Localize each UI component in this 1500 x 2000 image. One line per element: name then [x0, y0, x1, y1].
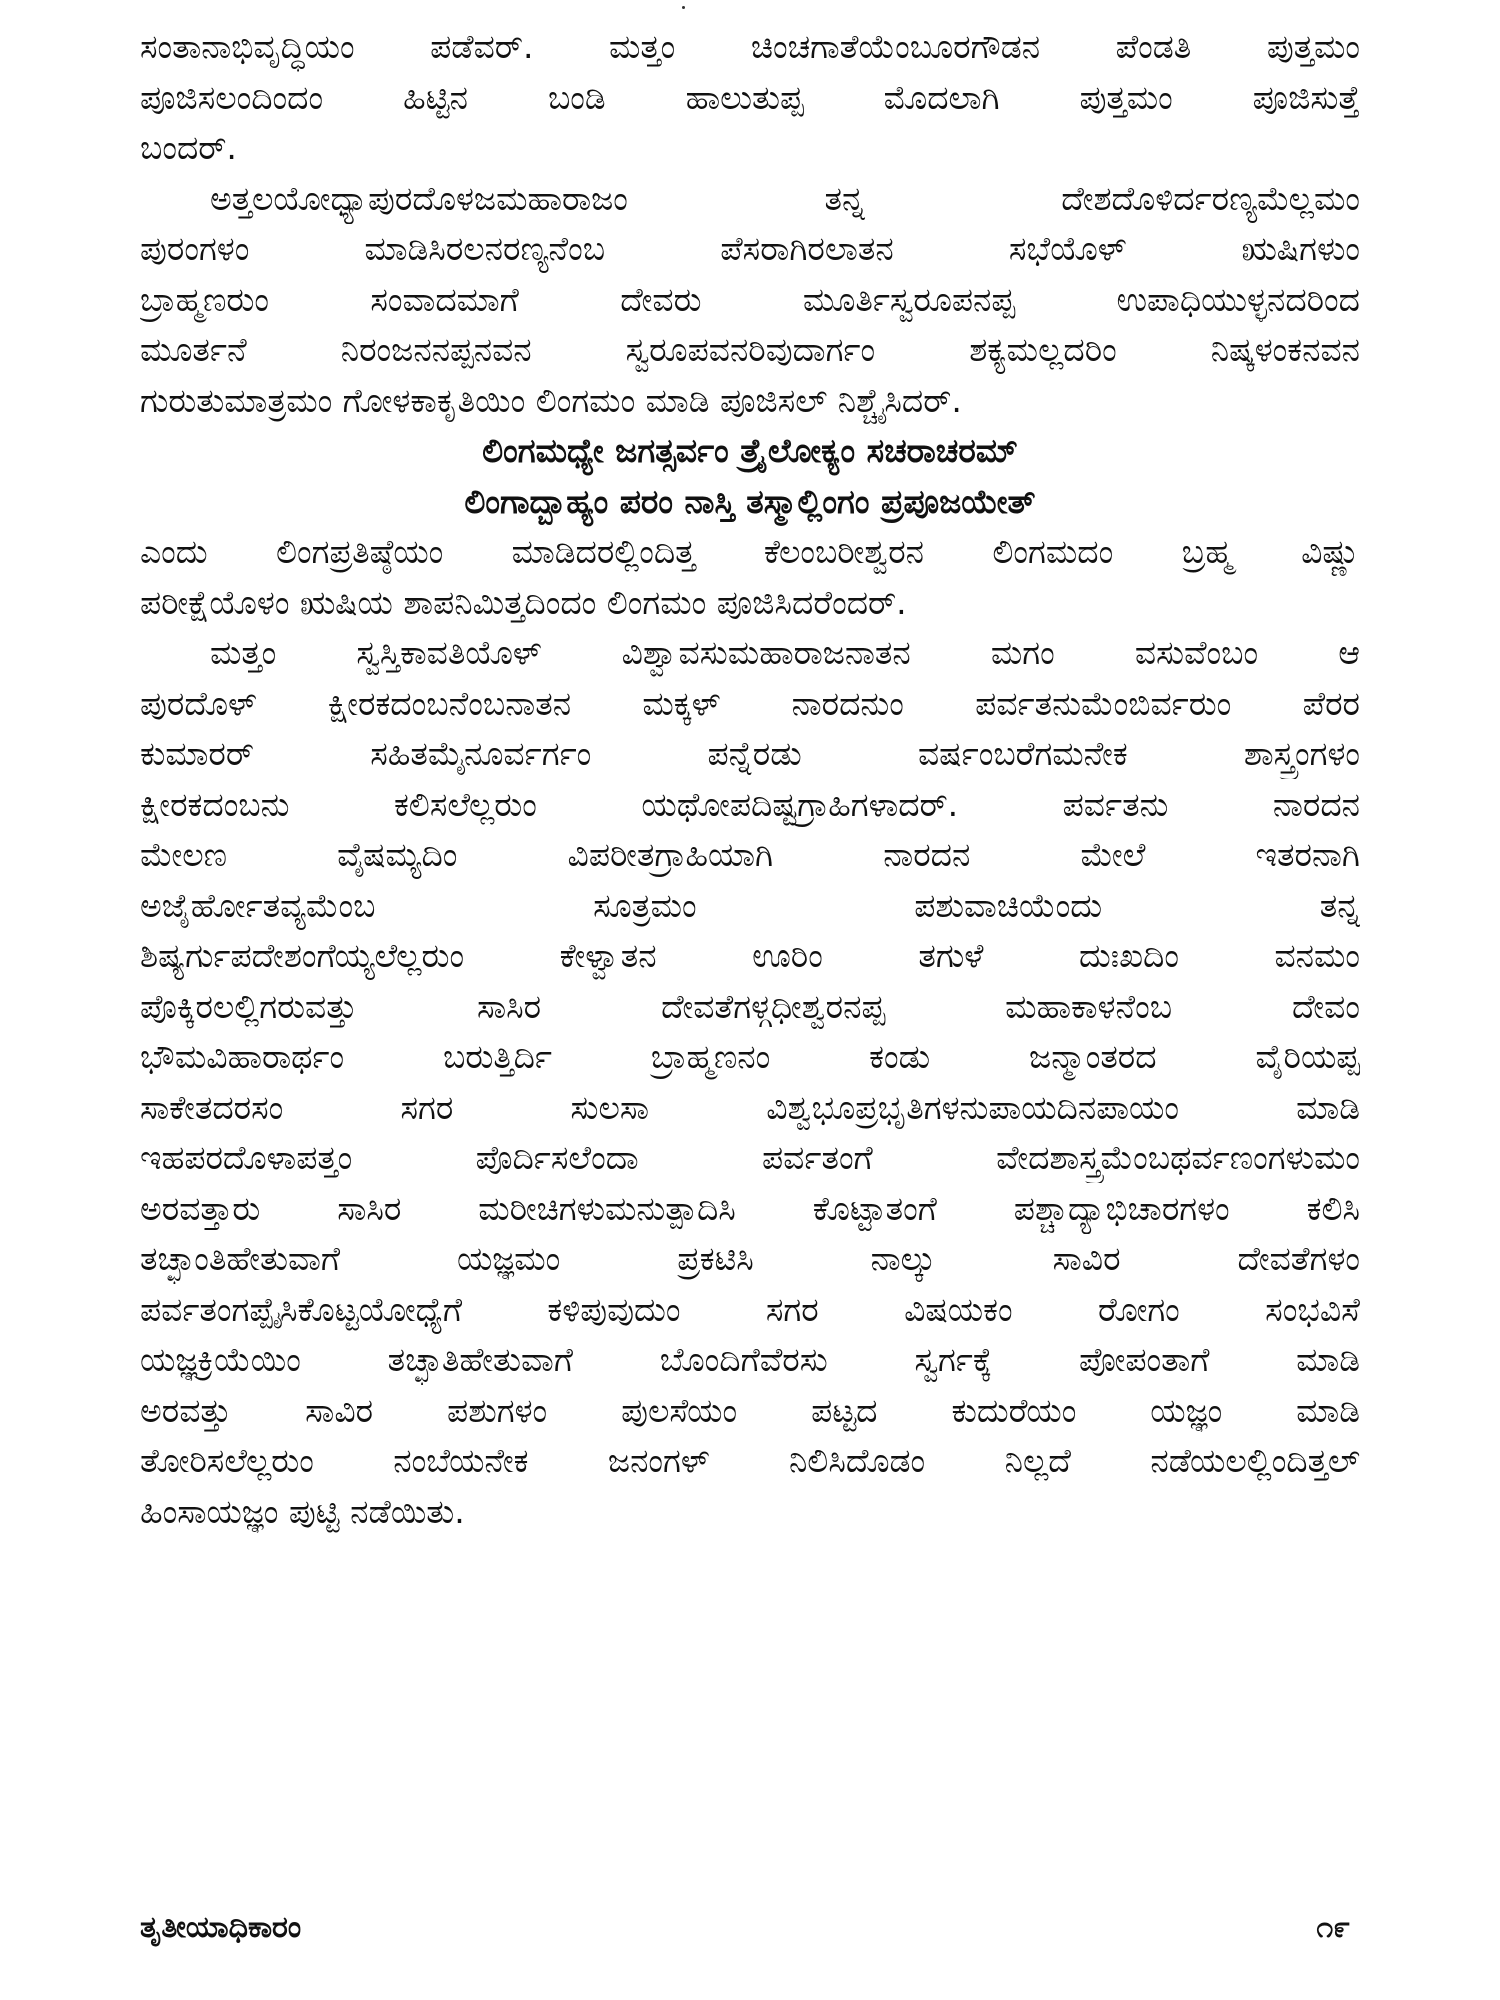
- paragraph-line: ಕುಮಾರರ್ ಸಹಿತಮೈನೂರ್ವರ್ಗಂ ಪನ್ನೆರಡು ವರ್ಷಂಬರೆಗಮನೇಕ ಶಾಸ್ತ್ರಂಗಳಂ: [140, 734, 1360, 773]
- paragraph-line: ತೋರಿಸಲೆಲ್ಲರುಂ ನಂಬೆಯನೇಕ ಜನಂಗಳ್ ನಿಲಿಸಿದೊಡಂ ನಿಲ್ಲದೆ ನಡೆಯಲಲ್ಲಿಂದಿತ್ತಲ್: [140, 1441, 1360, 1480]
- page-number: ೧೯: [1316, 1910, 1350, 1945]
- paragraph-line: ಪುರಂಗಳಂ ಮಾಡಿಸಿರಲನರಣ್ಯನೆಂಬ ಪೆಸರಾಗಿರಲಾತನ ಸಭೆಯೊಳ್ ಋಷಿಗಳುಂ: [140, 229, 1360, 268]
- verse-line: ಲಿಂಗಮಧ್ಯೇ ಜಗತ್ಸರ್ವಂ ತ್ರೈಲೋಕ್ಯಂ ಸಚರಾಚರಮ್: [482, 431, 1018, 470]
- paragraph-line: ಪೂಜಿಸಲಂದಿಂದಂ ಹಿಟ್ಟಿನ ಬಂಡಿ ಹಾಲುತುಪ್ಪ ಮೊದಲಾಗಿ ಪುತ್ತಮಂ ಪೂಜಿಸುತ್ತೆ: [140, 78, 1360, 117]
- paragraph-line: ಪುರದೊಳ್ ಕ್ಷೀರಕದಂಬನೆಂಬನಾತನ ಮಕ್ಕಳ್ ನಾರದನುಂ ಪರ್ವತನುಮೆಂಬಿರ್ವರುಂ ಪೆರರ: [140, 684, 1360, 723]
- paragraph-line: ಮೇಲಣ ವೈಷಮ್ಯದಿಂ ವಿಪರೀತಗ್ರಾಹಿಯಾಗಿ ನಾರದನ ಮೇಲೆ ಇತರನಾಗಿ: [140, 835, 1360, 874]
- paragraph-line: ಅತ್ತಲಯೋಧ್ಯಾಪುರದೊಳಜಮಹಾರಾಜಂ ತನ್ನ ದೇಶದೊಳಿರ್ದರಣ್ಯಮೆಲ್ಲಮಂ: [210, 179, 1360, 218]
- paragraph-line: ಪೊಕ್ಕಿರಲಲ್ಲಿಗರುವತ್ತು ಸಾಸಿರ ದೇವತೆಗಳ್ಗಧೀಶ್ವರನಪ್ಪ ಮಹಾಕಾಳನೆಂಬ ದೇವಂ: [140, 987, 1360, 1026]
- paragraph-line: ಅರವತ್ತಾರು ಸಾಸಿರ ಮರೀಚಿಗಳುಮನುತ್ಪಾದಿಸಿ ಕೊಟ್ಟಾತಂಗೆ ಪಶ್ಚಾದ್ಯಾಭಿಚಾರಗಳಂ ಕಲಿಸಿ: [140, 1189, 1360, 1228]
- paragraph-line: ತಚ್ಛಾಂತಿಹೇತುವಾಗೆ ಯಜ್ಞಮಂ ಪ್ರಕಟಿಸಿ ನಾಲ್ಕು ಸಾವಿರ ದೇವತೆಗಳಂ: [140, 1239, 1360, 1278]
- paragraph-line: ಅಜೈರ್ಹೋತವ್ಯಮೆಂಬ ಸೂತ್ರಮಂ ಪಶುವಾಚಿಯೆಂದು ತನ್ನ: [140, 886, 1360, 925]
- paragraph-line: ಬ್ರಾಹ್ಮಣರುಂ ಸಂವಾದಮಾಗೆ ದೇವರು ಮೂರ್ತಿಸ್ವರೂಪನಪ್ಪ ಉಪಾಧಿಯುಳ್ಳನದರಿಂದ: [140, 280, 1360, 319]
- paragraph-line: ಸಂತಾನಾಭಿವೃದ್ಧಿಯಂ ಪಡೆವರ್. ಮತ್ತಂ ಚಿಂಚಗಾತೆಯೆಂಬೂರಗೌಡನ ಪೆಂಡತಿ ಪುತ್ತಮಂ: [140, 27, 1360, 66]
- paragraph-line: ಕ್ಷೀರಕದಂಬನು ಕಲಿಸಲೆಲ್ಲರುಂ ಯಥೋಪದಿಷ್ಟಗ್ರಾಹಿಗಳಾದರ್. ಪರ್ವತನು ನಾರದನ: [140, 785, 1360, 824]
- paragraph-line: ಹಿಂಸಾಯಜ್ಞಂ ಪುಟ್ಟಿ ನಡೆಯಿತು.: [140, 1492, 465, 1531]
- paragraph-line: ಯಜ್ಞಕ್ರಿಯೆಯಿಂ ತಚ್ಛಾತಿಹೇತುವಾಗೆ ಬೊಂದಿಗೆವೆರಸು ಸ್ವರ್ಗಕ್ಕೆ ಪೋಪಂತಾಗೆ ಮಾಡಿ: [140, 1340, 1360, 1379]
- paragraph-line: ಇಹಪರದೊಳಾಪತ್ತಂ ಪೊರ್ದಿಸಲೆಂದಾ ಪರ್ವತಂಗೆ ವೇದಶಾಸ್ತ್ರಮೆಂಬಥರ್ವಣಂಗಳುಮಂ: [140, 1138, 1360, 1177]
- paragraph-line: ಮೂರ್ತನೆ ನಿರಂಜನನಪ್ಪನವನ ಸ್ವರೂಪವನರಿವುದಾರ್ಗಂ ಶಕ್ಯಮಲ್ಲದರಿಂ ನಿಷ್ಕಳಂಕನವನ: [140, 330, 1360, 369]
- verse-line: ಲಿಂಗಾದ್ಬಾಹ್ಯಂ ಪರಂ ನಾಸ್ತಿ ತಸ್ಮಾಲ್ಲಿಂಗಂ ಪ್ರಪೂಜಯೇತ್: [464, 482, 1036, 521]
- paragraph-line: ಎಂದು ಲಿಂಗಪ್ರತಿಷ್ಠೆಯಂ ಮಾಡಿದರಲ್ಲಿಂದಿತ್ತ ಕೆಲಂಬರೀಶ್ವರನ ಲಿಂಗಮದಂ ಬ್ರಹ್ಮ ವಿಷ್ಣು: [140, 532, 1360, 571]
- chapter-footer: ತೃತೀಯಾಧಿಕಾರಂ: [140, 1910, 302, 1945]
- paragraph-line: ಅರವತ್ತು ಸಾವಿರ ಪಶುಗಳಂ ಪುಲಸೆಯಂ ಪಟ್ಟದ ಕುದುರೆಯಂ ಯಜ್ಞಂ ಮಾಡಿ: [140, 1391, 1360, 1430]
- scan-speck: [682, 6, 685, 9]
- paragraph-line: ಶಿಷ್ಯರ್ಗುಪದೇಶಂಗೆಯ್ಯಲೆಲ್ಲರುಂ ಕೇಳ್ವಾತನ ಊರಿಂ ತಗುಳೆ ದುಃಖದಿಂ ವನಮಂ: [140, 936, 1360, 975]
- paragraph-line: ಪರ್ವತಂಗಪ್ಪೈಸಿಕೊಟ್ಟಯೋಧ್ಯೆಗೆ ಕಳಿಪುವುದುಂ ಸಗರ ವಿಷಯಕಂ ರೋಗಂ ಸಂಭವಿಸೆ: [140, 1290, 1360, 1329]
- paragraph-line: ಪರೀಕ್ಷೆಯೊಳಂ ಋಷಿಯ ಶಾಪನಿಮಿತ್ತದಿಂದಂ ಲಿಂಗಮಂ ಪೂಜಿಸಿದರೆಂದರ್.: [140, 583, 907, 622]
- paragraph-line: ಗುರುತುಮಾತ್ರಮಂ ಗೋಳಕಾಕೃತಿಯಿಂ ಲಿಂಗಮಂ ಮಾಡಿ ಪೂಜಿಸಲ್ ನಿಶ್ಚೈಸಿದರ್.: [140, 381, 962, 420]
- paragraph-line: ಭೌಮವಿಹಾರಾರ್ಥಂ ಬರುತ್ತಿರ್ದಿ ಬ್ರಾಹ್ಮಣನಂ ಕಂಡು ಜನ್ಮಾಂತರದ ವೈರಿಯಪ್ಪ: [140, 1037, 1360, 1076]
- paragraph-line: ಬಂದರ್.: [140, 128, 237, 167]
- paragraph-line: ಮತ್ತಂ ಸ್ವಸ್ತಿಕಾವತಿಯೊಳ್ ವಿಶ್ವಾವಸುಮಹಾರಾಜನಾತನ ಮಗಂ ವಸುವೆಂಬಂ ಆ: [210, 633, 1360, 672]
- paragraph-line: ಸಾಕೇತದರಸಂ ಸಗರ ಸುಲಸಾ ವಿಶ್ವಭೂಪ್ರಭೃತಿಗಳನುಪಾಯದಿನಪಾಯಂ ಮಾಡಿ: [140, 1088, 1360, 1127]
